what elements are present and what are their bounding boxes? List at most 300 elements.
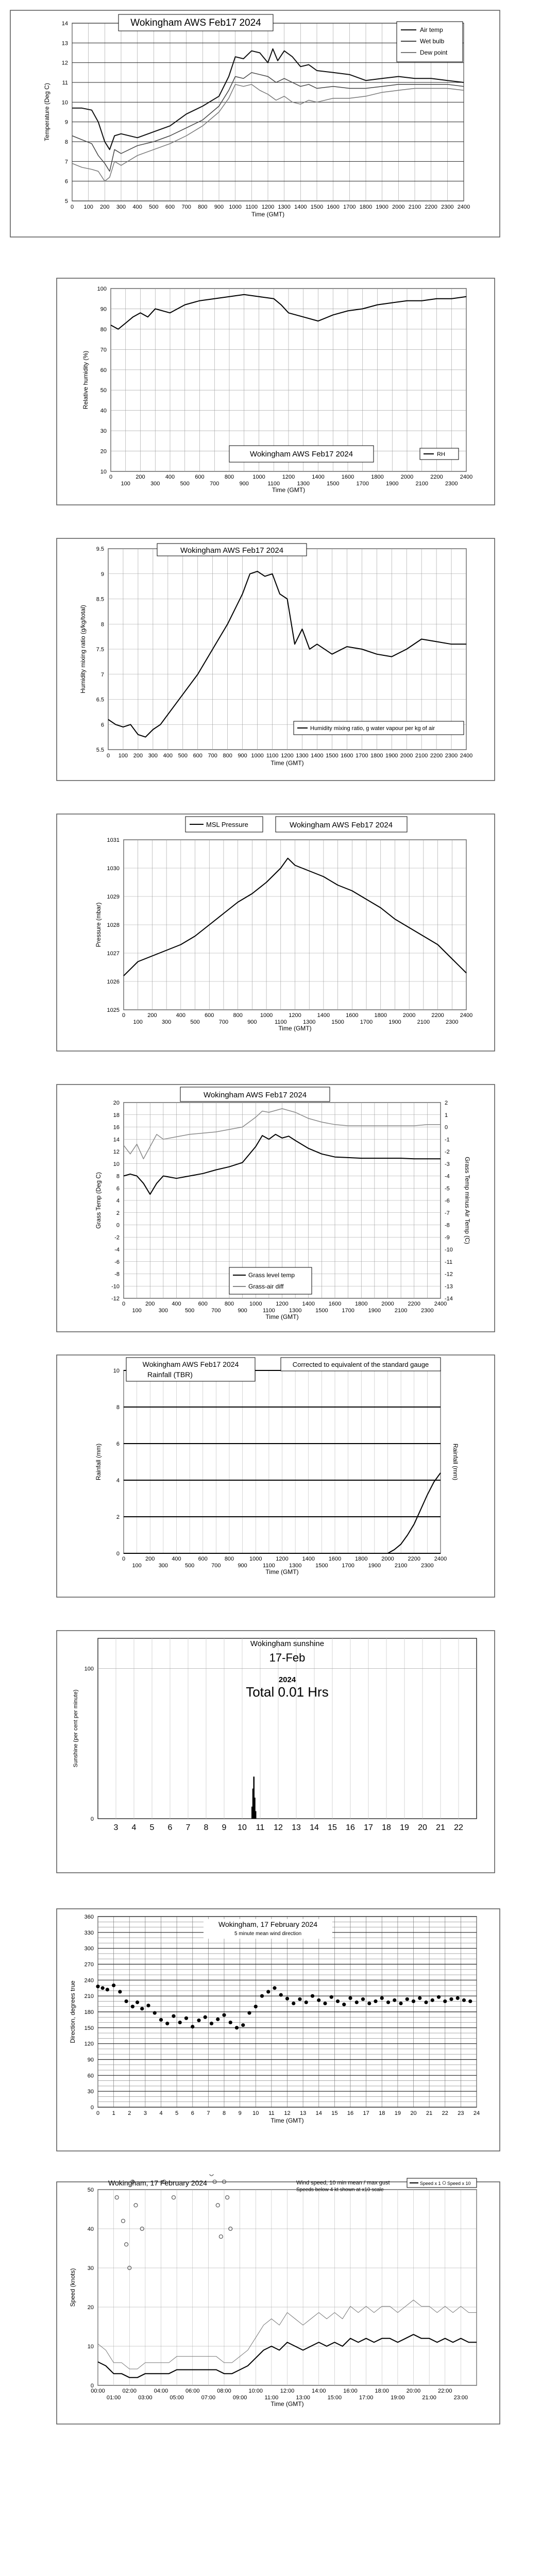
y2-tick-label: -13 [445, 1283, 453, 1290]
x-tick-label: 400 [132, 204, 142, 210]
x-tick-label: 1700 [356, 481, 369, 487]
x-tick-label: 300 [116, 204, 126, 210]
x-tick-label: 00:00 [91, 2388, 105, 2394]
legend-label: Air temp [420, 26, 443, 33]
y2-axis-label: Grass Temp minus Air Temp (C) [464, 1157, 471, 1244]
x-tick-label: 7 [207, 2110, 210, 2116]
x-tick-label: 16:00 [343, 2388, 358, 2394]
x-tick-label: 0 [122, 1301, 126, 1307]
x-tick-label: 400 [172, 1556, 181, 1562]
x-tick-label: 100 [83, 204, 93, 210]
x-tick-label: 02:00 [122, 2388, 137, 2394]
y-tick-label: 180 [84, 2009, 94, 2015]
wind-direction-point [260, 1994, 264, 1998]
x-tick-label: 200 [100, 204, 110, 210]
chart-frame [57, 278, 495, 505]
wind-direction-point [342, 2003, 346, 2006]
y-tick-label: 60 [87, 2073, 94, 2079]
x-tick-label: 1 [112, 2110, 115, 2116]
wind-speed-chart [0, 2174, 541, 2432]
x-tick-label: 900 [238, 1308, 247, 1314]
x-tick-label: 17 [363, 2110, 369, 2116]
grass-chart-panel [0, 1077, 541, 1340]
temperature-chart [0, 0, 541, 247]
wind-direction-point [222, 2013, 226, 2017]
x-tick-label: 0 [122, 1556, 126, 1562]
y-tick-label: 6 [100, 722, 104, 728]
x-tick-label: 6 [191, 2110, 194, 2116]
x-tick-label: 500 [178, 753, 188, 759]
wind-direction-point [112, 1984, 115, 1987]
x-tick-label: 1000 [249, 1556, 262, 1562]
x-tick-label: 11:00 [264, 2395, 279, 2401]
sunshine-total: Total 0.01 Hrs [246, 1684, 329, 1700]
x-tick-label: 2400 [434, 1556, 447, 1562]
x-tick-label: 600 [193, 753, 202, 759]
wind-direction-point [449, 1997, 453, 2001]
y-tick-label: 18 [113, 1112, 120, 1118]
x-tick-label: 1800 [370, 753, 383, 759]
x-tick-label: 700 [218, 1019, 229, 1025]
x-tick-label: 06:00 [185, 2388, 200, 2394]
x-tick-label: 1700 [356, 753, 368, 759]
y-tick-label: 14 [113, 1137, 120, 1143]
x-tick-label: 0 [70, 204, 74, 210]
y-tick-label: 0 [90, 2383, 94, 2389]
y-tick-label: 100 [84, 1666, 94, 1672]
wind-direction-point [285, 1997, 289, 2001]
x-tick-label: 700 [211, 1308, 221, 1314]
x-tick-label: 19 [394, 2110, 401, 2116]
wind-direction-point [118, 1990, 122, 1993]
wind-direction-point [311, 1994, 314, 1998]
wind-direction-point [330, 1995, 333, 1999]
x-tick-label: 1600 [341, 753, 353, 759]
y-tick-label: 2 [116, 1514, 120, 1520]
wind-direction-point [210, 2022, 213, 2025]
x-tick-label: 800 [223, 753, 232, 759]
chart-subtitle-2: Speeds below 4 kt shown at x10 scale [296, 2187, 384, 2193]
y-tick-label: 12 [113, 1149, 120, 1155]
x-tick-label: 1800 [355, 1556, 368, 1562]
x-tick-label: 19 [400, 1823, 409, 1832]
x-tick-label: 1900 [385, 753, 398, 759]
wind-direction-point [140, 2007, 144, 2010]
x-tick-label: 1700 [342, 1308, 354, 1314]
chart-title: Wokingham sunshine [250, 1639, 325, 1648]
chart-title: Wokingham AWS Feb17 2024 [130, 18, 261, 28]
y-tick-label: 10 [87, 2344, 94, 2350]
y-tick-label: 1025 [107, 1007, 120, 1013]
x-tick-label: 1200 [276, 1301, 289, 1307]
y-tick-label: 6.5 [96, 697, 104, 703]
y-tick-label: 5.5 [96, 747, 104, 753]
x-axis-label: Time (GMT) [265, 1313, 299, 1320]
y-tick-label: -2 [114, 1234, 120, 1241]
mixing-ratio-chart [0, 528, 541, 791]
wind-direction-point [374, 1999, 377, 2003]
x-tick-label: 0 [106, 753, 110, 759]
x-tick-label: 100 [118, 753, 128, 759]
pressure-chart [0, 804, 541, 1061]
x-tick-label: 15 [328, 1823, 337, 1832]
x-tick-label: 1400 [302, 1301, 315, 1307]
x-tick-label: 3 [143, 2110, 147, 2116]
chart-date: 17-Feb [269, 1651, 306, 1664]
wind-direction-point [106, 1988, 109, 1991]
y-axis-label: Temperature (Deg C) [43, 83, 50, 141]
wind-direction-point [159, 2018, 163, 2022]
x-tick-label: 1500 [310, 204, 324, 210]
legend-label: RH [437, 451, 445, 457]
x-tick-label: 09:00 [232, 2395, 247, 2401]
x-tick-label: 700 [211, 1563, 221, 1569]
x-tick-label: 2100 [415, 753, 428, 759]
wind-direction-point [96, 1985, 99, 1988]
x-tick-label: 600 [195, 474, 205, 480]
x-tick-label: 0 [96, 2110, 100, 2116]
y-axis-label: Sunshine (per cent per minute) [73, 1689, 79, 1768]
x-tick-label: 1200 [289, 1012, 301, 1019]
x-tick-label: 100 [121, 481, 130, 487]
y-tick-label: 4 [116, 1478, 120, 1484]
x-tick-label: 1800 [374, 1012, 387, 1019]
chart-title: Wokingham AWS Feb17 2024 [142, 1360, 239, 1368]
chart-subtitle: 5 minute mean wind direction [234, 1931, 302, 1937]
y-tick-label: 8 [100, 621, 104, 628]
x-tick-label: 2200 [430, 474, 443, 480]
x-tick-label: 900 [238, 753, 247, 759]
x-tick-label: 1500 [331, 1019, 344, 1025]
x-tick-label: 1700 [343, 204, 356, 210]
y-tick-label: 360 [84, 1914, 94, 1920]
x-tick-label: 22 [442, 2110, 448, 2116]
x-tick-label: 2100 [394, 1563, 408, 1569]
x-tick-label: 2400 [434, 1301, 447, 1307]
wind-direction-point [153, 2011, 157, 2014]
x-tick-label: 21 [426, 2110, 433, 2116]
y-tick-label: 60 [100, 367, 107, 374]
x-tick-label: 12:00 [280, 2388, 295, 2394]
x-tick-label: 500 [180, 481, 190, 487]
x-axis-label: Time (GMT) [251, 211, 285, 218]
y-tick-label: 70 [100, 347, 107, 353]
wind-direction-chart-panel [0, 1901, 541, 2159]
x-tick-label: 6 [167, 1823, 173, 1832]
x-tick-label: 07:00 [201, 2395, 216, 2401]
x-tick-label: 100 [132, 1563, 142, 1569]
y2-tick-label: -8 [445, 1222, 450, 1229]
x-tick-label: 24 [473, 2110, 480, 2116]
x-tick-label: 2300 [441, 204, 454, 210]
wind-direction-point [235, 2026, 239, 2029]
y2-tick-label: -3 [445, 1161, 450, 1167]
x-tick-label: 16 [347, 2110, 354, 2116]
grass-temperature-chart [0, 1077, 541, 1340]
x-tick-label: 1100 [263, 1563, 275, 1569]
x-tick-label: 10:00 [248, 2388, 263, 2394]
chart-year: 2024 [278, 1675, 296, 1684]
x-tick-label: 1300 [296, 753, 309, 759]
x-tick-label: 500 [184, 1563, 195, 1569]
x-tick-label: 400 [165, 474, 175, 480]
y-tick-label: 20 [87, 2304, 94, 2311]
x-tick-label: 1600 [328, 1556, 342, 1562]
y-tick-label: 10 [113, 1368, 120, 1374]
x-tick-label: 900 [247, 1019, 257, 1025]
y-axis-label: Humidity mixing ratio (g/kg/total) [79, 605, 87, 693]
y-tick-label: 120 [84, 2041, 94, 2047]
x-tick-label: 20 [410, 2110, 417, 2116]
pressure-chart-panel [0, 804, 541, 1061]
x-tick-label: 2300 [445, 753, 458, 759]
y-axis-label: Relative humidity (%) [82, 350, 89, 410]
wind-direction-point [279, 1993, 283, 1997]
x-tick-label: 300 [158, 1563, 168, 1569]
y2-tick-label: 2 [445, 1100, 448, 1106]
y-tick-label: 0 [90, 2105, 94, 2111]
x-tick-label: 15:00 [327, 2395, 342, 2401]
wind-direction-point [247, 2011, 251, 2014]
x-tick-label: 1300 [297, 481, 310, 487]
x-tick-label: 1000 [260, 1012, 273, 1019]
y-tick-label: 5 [64, 198, 68, 205]
x-tick-label: 700 [208, 753, 217, 759]
x-tick-label: 1800 [359, 204, 373, 210]
y2-tick-label: -9 [445, 1234, 450, 1241]
wind-direction-point [336, 1999, 340, 2003]
y-tick-label: 10 [113, 1161, 120, 1167]
y2-tick-label: -11 [445, 1259, 453, 1265]
x-tick-label: 23 [458, 2110, 464, 2116]
wind-direction-point [355, 2001, 359, 2004]
x-tick-label: 1200 [282, 474, 295, 480]
chart-title: Wokingham AWS Feb17 2024 [289, 821, 393, 829]
wind-direction-point [273, 1986, 276, 1990]
x-tick-label: 14 [315, 2110, 322, 2116]
wind-direction-point [348, 1996, 352, 2000]
x-tick-label: 800 [224, 1301, 234, 1307]
y-tick-label: 10 [61, 99, 68, 106]
x-tick-label: 600 [205, 1012, 214, 1019]
x-tick-label: 2400 [457, 204, 470, 210]
sunshine-chart-panel [0, 1623, 541, 1880]
x-tick-label: 20 [418, 1823, 427, 1832]
wind-direction-point [456, 1996, 460, 2000]
wind-direction-point [241, 2023, 245, 2027]
x-tick-label: 2100 [417, 1019, 430, 1025]
wind-direction-point [197, 2019, 200, 2022]
x-tick-label: 1900 [376, 204, 388, 210]
x-tick-label: 2000 [381, 1301, 394, 1307]
x-tick-label: 200 [145, 1301, 155, 1307]
wind-direction-point [136, 2001, 139, 2004]
x-tick-label: 200 [133, 753, 143, 759]
x-tick-label: 0 [122, 1012, 126, 1019]
x-tick-label: 1500 [327, 481, 340, 487]
chart-frame [57, 1631, 495, 1873]
x-tick-label: 13 [292, 1823, 301, 1832]
x-tick-label: 1300 [302, 1019, 316, 1025]
y-tick-label: -4 [114, 1247, 120, 1253]
wind-direction-point [468, 1999, 472, 2003]
y-tick-label: 0 [90, 1816, 94, 1822]
x-axis-label: Time (GMT) [270, 759, 304, 767]
y-tick-label: 270 [84, 1961, 94, 1968]
x-tick-label: 700 [210, 481, 219, 487]
x-tick-label: 1000 [251, 753, 264, 759]
wind-direction-point [317, 1998, 320, 2002]
y-tick-label: 12 [61, 60, 68, 66]
y-tick-label: 8.5 [96, 596, 104, 603]
x-tick-label: 21 [436, 1823, 445, 1832]
x-tick-label: 2000 [400, 474, 414, 480]
x-tick-label: 14:00 [311, 2388, 326, 2394]
x-tick-label: 2300 [445, 481, 458, 487]
sunshine-chart [0, 1623, 541, 1880]
x-tick-label: 2000 [402, 1012, 416, 1019]
x-tick-label: 1200 [281, 753, 294, 759]
y2-tick-label: -7 [445, 1210, 450, 1216]
x-tick-label: 1500 [315, 1563, 328, 1569]
legend-label: Grass-air diff [248, 1283, 284, 1290]
wind-direction-point [443, 1999, 447, 2003]
x-tick-label: 1600 [328, 1301, 342, 1307]
x-tick-label: 300 [158, 1308, 168, 1314]
x-tick-label: 1500 [326, 753, 339, 759]
rainfall-chart [0, 1347, 541, 1605]
chart-annotation: Corrected to equivalent of the standard gauge [292, 1361, 429, 1368]
wind-direction-point [184, 2016, 188, 2020]
x-tick-label: 9 [238, 2110, 242, 2116]
y2-tick-label: -5 [445, 1185, 450, 1192]
x-tick-label: 400 [176, 1012, 186, 1019]
x-tick-label: 1100 [245, 204, 258, 210]
x-tick-label: 2200 [425, 204, 437, 210]
y-tick-label: 100 [97, 286, 107, 292]
wind-direction-point [216, 2018, 219, 2021]
wind-direction-point [462, 1998, 466, 2002]
humidity-chart-panel [0, 268, 541, 515]
x-axis-label: Time (GMT) [278, 1025, 312, 1032]
wind-direction-point [266, 1990, 270, 1993]
chart-title: Wokingham AWS Feb17 2024 [249, 450, 353, 459]
x-tick-label: 1700 [342, 1563, 354, 1569]
chart-frame [57, 1084, 495, 1332]
x-axis-label: Time (GMT) [270, 2117, 304, 2124]
x-tick-label: 18 [382, 1823, 391, 1832]
x-tick-label: 1100 [266, 753, 279, 759]
y-tick-label: 0 [116, 1551, 120, 1557]
x-tick-label: 1000 [229, 204, 242, 210]
x-tick-label: 2400 [460, 1012, 473, 1019]
y-tick-label: 40 [87, 2226, 94, 2232]
x-tick-label: 2300 [446, 1019, 459, 1025]
y-tick-label: 80 [100, 326, 107, 333]
x-tick-label: 1300 [289, 1308, 302, 1314]
temperature-chart-panel [0, 0, 541, 247]
x-tick-label: 1300 [289, 1563, 302, 1569]
y2-axis-label: Rainfall (mm) [452, 1443, 459, 1481]
x-tick-label: 12 [274, 1823, 283, 1832]
y-tick-label: 9 [100, 571, 104, 578]
x-tick-label: 2000 [400, 753, 413, 759]
x-tick-label: 1600 [346, 1012, 359, 1019]
x-tick-label: 800 [233, 1012, 243, 1019]
y-tick-label: 6 [64, 178, 68, 185]
x-tick-label: 1400 [294, 204, 307, 210]
x-tick-label: 800 [198, 204, 208, 210]
y-tick-label: 1031 [107, 837, 120, 843]
legend-label: MSL Pressure [206, 821, 248, 828]
x-tick-label: 1000 [252, 474, 265, 480]
x-tick-label: 1900 [368, 1563, 381, 1569]
y-tick-label: 4 [116, 1198, 120, 1204]
wind-direction-point [101, 1986, 105, 1990]
y2-tick-label: 1 [445, 1112, 448, 1118]
wind-direction-point [412, 1999, 415, 2003]
x-tick-label: 500 [190, 1019, 200, 1025]
x-tick-label: 600 [165, 204, 175, 210]
x-tick-label: 200 [147, 1012, 157, 1019]
x-tick-label: 01:00 [106, 2395, 121, 2401]
y-tick-label: 90 [87, 2057, 94, 2063]
x-tick-label: 4 [159, 2110, 163, 2116]
y-tick-label: 1029 [107, 894, 120, 900]
y-tick-label: 0 [116, 1222, 120, 1229]
y-tick-label: 8 [116, 1173, 120, 1180]
wind-direction-point [305, 2001, 308, 2004]
y-tick-label: -12 [111, 1296, 120, 1302]
x-tick-label: 23:00 [453, 2395, 468, 2401]
x-tick-label: 900 [238, 1563, 247, 1569]
x-tick-label: 800 [224, 1556, 234, 1562]
y-tick-label: 30 [87, 2089, 94, 2095]
y-tick-label: 1026 [107, 979, 120, 985]
x-tick-label: 14 [310, 1823, 319, 1832]
y-axis-label: Grass Temp (Deg C) [95, 1172, 102, 1229]
y-tick-label: 7.5 [96, 647, 104, 653]
x-tick-label: 2200 [431, 1012, 444, 1019]
wind-direction-point [431, 1998, 434, 2002]
x-tick-label: 15 [331, 2110, 338, 2116]
y-tick-label: 8 [116, 1404, 120, 1411]
x-tick-label: 13 [300, 2110, 307, 2116]
x-tick-label: 1300 [278, 204, 291, 210]
x-tick-label: 300 [150, 481, 160, 487]
wind-direction-point [361, 1997, 365, 2001]
x-tick-label: 500 [184, 1308, 195, 1314]
x-tick-label: 16 [346, 1823, 355, 1832]
wind-direction-point [131, 2005, 134, 2008]
x-tick-label: 2000 [381, 1556, 394, 1562]
y-tick-label: 11 [62, 80, 68, 86]
x-tick-label: 22:00 [437, 2388, 452, 2394]
x-tick-label: 1800 [355, 1301, 368, 1307]
x-tick-label: 200 [136, 474, 145, 480]
y2-tick-label: -4 [445, 1173, 450, 1180]
x-tick-label: 1400 [311, 753, 324, 759]
y-tick-label: -10 [111, 1283, 120, 1290]
x-tick-label: 13:00 [296, 2395, 310, 2401]
wind-direction-point [125, 1999, 128, 2003]
wind-speed-chart-panel [0, 2174, 541, 2432]
y-tick-label: 20 [100, 448, 107, 455]
x-tick-label: 20:00 [406, 2388, 421, 2394]
y2-tick-label: -12 [445, 1271, 453, 1278]
y-tick-label: 50 [87, 2187, 94, 2193]
x-tick-label: 03:00 [138, 2395, 153, 2401]
